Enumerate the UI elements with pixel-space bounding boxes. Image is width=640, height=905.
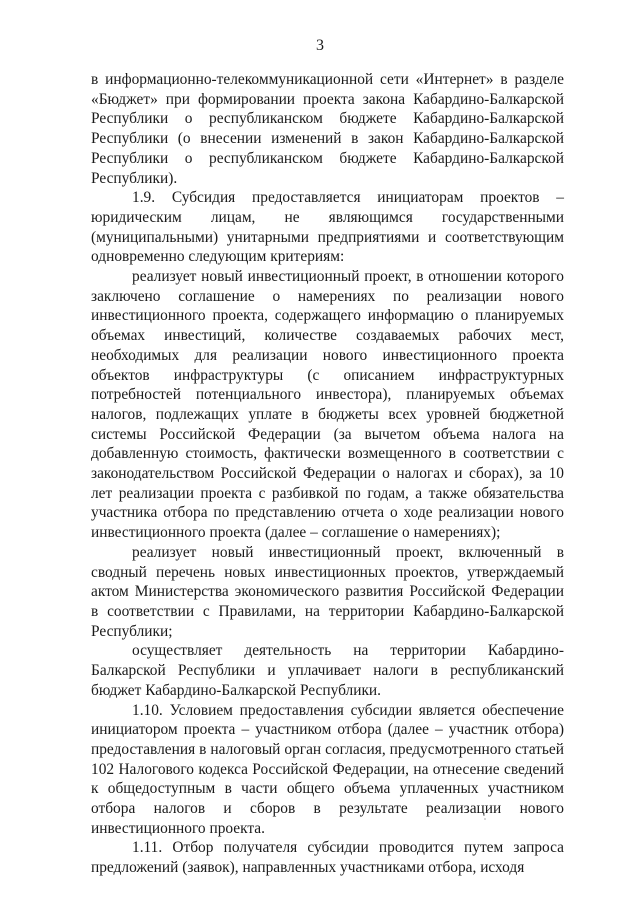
paragraph-1-9: 1.9. Субсидия предоставляется инициаторам проектов – юридическим лицам, не являющимся государственными (муниципальными) унитарными предприятиями и соответствующим одновременно следующим критериям: — [91, 189, 564, 266]
paragraph-1-11: 1.11. Отбор получателя субсидии проводится путем запроса предложений (заявок), направленных участниками отбора, исходя — [91, 839, 564, 877]
paragraph-1-10: 1.10. Условием предоставления субсидии является обеспечение инициатором проекта – участником отбора (далее – участник отбора) предоставления в налоговый орган согласия, предусмотренного статьей 102 Налогового кодекса Российской Федерации, на отнесение сведений к общедоступным в части общего объема уплаченных участником отбора налогов и сборов в результате реализации нового инвестиционного проекта. — [91, 701, 564, 837]
page-number: 3 — [316, 37, 324, 54]
paragraph-criterion-taxes: осуществляет деятельность на территории Кабардино-Балкарской Республики и уплачивает налоги в республиканский бюджет Кабардино-Балкарской Республики. — [91, 642, 564, 699]
document-body — [91, 70, 564, 878]
paragraph-continuation: в информационно-телекоммуникационной сети «Интернет» в разделе «Бюджет» при формировании проекта закона Кабардино-Балкарской Республики о республиканском бюджете Кабардино-Балкарской Республики (о внесении изменений в закон Кабардино-Балкарской Республики о республиканском бюджете Кабардино-Балкарской Республики). — [91, 71, 564, 187]
paragraph-criterion-consolidated-list: реализует новый инвестиционный проект, включенный в сводный перечень новых инвестиционных проектов, утверждаемый актом Министерства экономического развития Российской Федерации в соответствии с Правилами, на территории Кабардино-Балкарской Республики; — [91, 543, 564, 640]
scan-artifact — [484, 818, 486, 820]
paragraph-criterion-new-project: реализует новый инвестиционный проект, в отношении которого заключено соглашение о намерениях по реализации нового инвестиционного проекта, содержащего информацию о планируемых объемах инвестиций, количестве создаваемых рабочих мест, необходимых для реализации нового инвестиционного проекта объектов инфраструктуры (с описанием инфраструктурных потребностей потенциального инвестора), планируемых объемах налогов, подлежащих уплате в бюджеты всех уровней бюджетной системы Российской Федерации (за вычетом объема налога на добавленную стоимость, фактически возмещенного в соответствии с законодательством Российской Федерации о налогах и сборах), за 10 лет реализации проекта с разбивкой по годам, а также обязательства участника отбора по представлению отчета о ходе реализации нового инвестиционного проекта (далее – соглашение о намерениях); — [91, 268, 564, 542]
